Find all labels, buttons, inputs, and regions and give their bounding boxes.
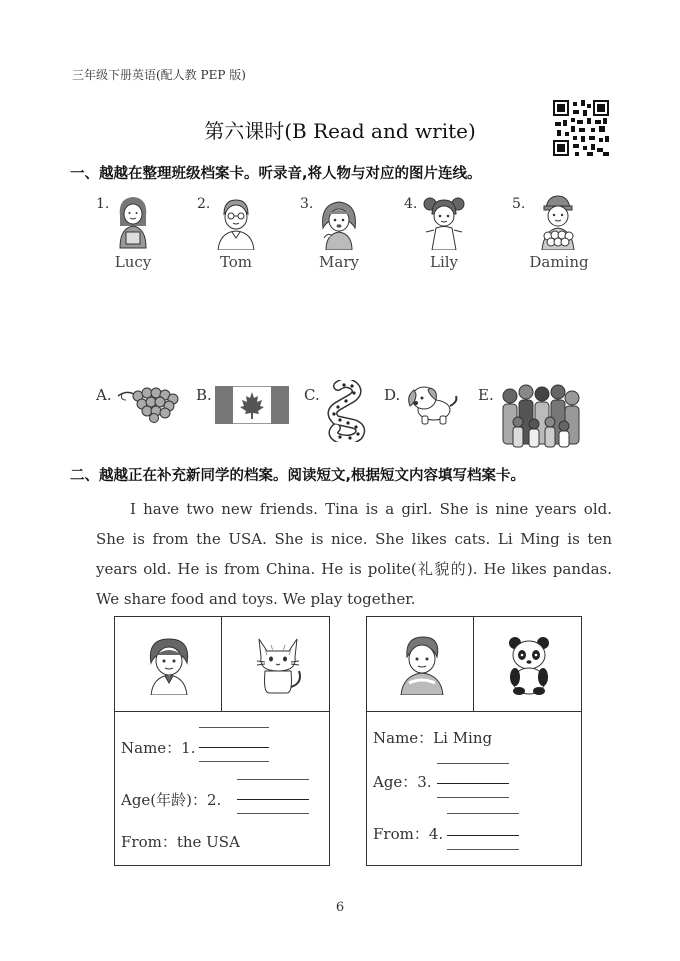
card2-name-label: Name：Li Ming [373, 729, 493, 747]
card1-from-label: From：the USA [121, 833, 240, 851]
card2-from-answer-line[interactable] [447, 835, 519, 836]
option-letter: E. [478, 386, 494, 404]
writing-line [447, 849, 519, 850]
card1-age-answer-line[interactable] [237, 799, 309, 800]
option-letter: D. [384, 386, 401, 404]
writing-line [199, 761, 269, 762]
option-letter: B. [196, 386, 212, 404]
girl-lily-icon [422, 194, 466, 250]
boy-tom-icon [214, 196, 258, 250]
card1-age-label: Age(年龄)：2. [121, 791, 222, 809]
girl-mary-icon [318, 198, 360, 250]
page-title: 第六课时(B Read and write) [204, 119, 476, 143]
person-name: Lily [429, 253, 459, 271]
card-divider [221, 617, 222, 711]
person-number: 4. [404, 196, 418, 212]
writing-line [447, 813, 519, 814]
canada-flag-icon [215, 386, 289, 424]
card2-from-label: From：4. [373, 825, 444, 843]
cat-icon [251, 631, 305, 695]
writing-line [237, 779, 309, 780]
card2-age-answer-line[interactable] [437, 783, 509, 784]
writing-line [437, 797, 509, 798]
person-number: 2. [197, 196, 211, 212]
family-icon [498, 382, 582, 452]
page-number: 6 [335, 900, 345, 915]
grapes-icon [116, 384, 182, 424]
card1-name-answer-line[interactable] [199, 747, 269, 748]
girl-lucy-icon [112, 192, 154, 250]
qr-code-icon [553, 100, 609, 156]
card1-name-label: Name：1. [121, 739, 196, 757]
person-name: Daming [529, 253, 589, 271]
person-number: 3. [300, 196, 314, 212]
girl-tina-icon [143, 633, 195, 695]
writing-line [437, 763, 509, 764]
section-1-title: 一、越越在整理班级档案卡。听录音,将人物与对应的图片连线。 [70, 166, 482, 182]
panda-icon [503, 633, 555, 695]
snake-icon [324, 380, 368, 442]
option-letter: C. [304, 386, 320, 404]
person-number: 5. [512, 196, 526, 212]
reading-passage [96, 494, 612, 614]
person-name: Tom [219, 253, 253, 271]
passage-text: I have two new friends. Tina is a girl. She is nine years old. She is from the USA. She is nice. She likes cats. Li Ming is ten years old. He is from China. He is polite(礼貌的). He likes pandas. We share food and toys. We play together. [96, 500, 612, 608]
dog-icon [404, 382, 460, 426]
person-number: 1. [96, 196, 110, 212]
writing-line [199, 727, 269, 728]
person-name: Lucy [114, 253, 152, 271]
card2-age-label: Age：3. [373, 773, 432, 791]
boy-daming-icon [536, 192, 580, 250]
profile-card-tina [114, 616, 330, 866]
boy-li-ming-icon [395, 633, 449, 695]
writing-line [237, 813, 309, 814]
card-divider [473, 617, 474, 711]
person-name: Mary [319, 253, 359, 271]
option-letter: A. [96, 386, 112, 404]
header-note: 三年级下册英语(配人教 PEP 版) [72, 68, 246, 82]
section-2-title: 二、越越正在补充新同学的档案。阅读短文,根据短文内容填写档案卡。 [70, 468, 526, 484]
profile-card-li-ming [366, 616, 582, 866]
